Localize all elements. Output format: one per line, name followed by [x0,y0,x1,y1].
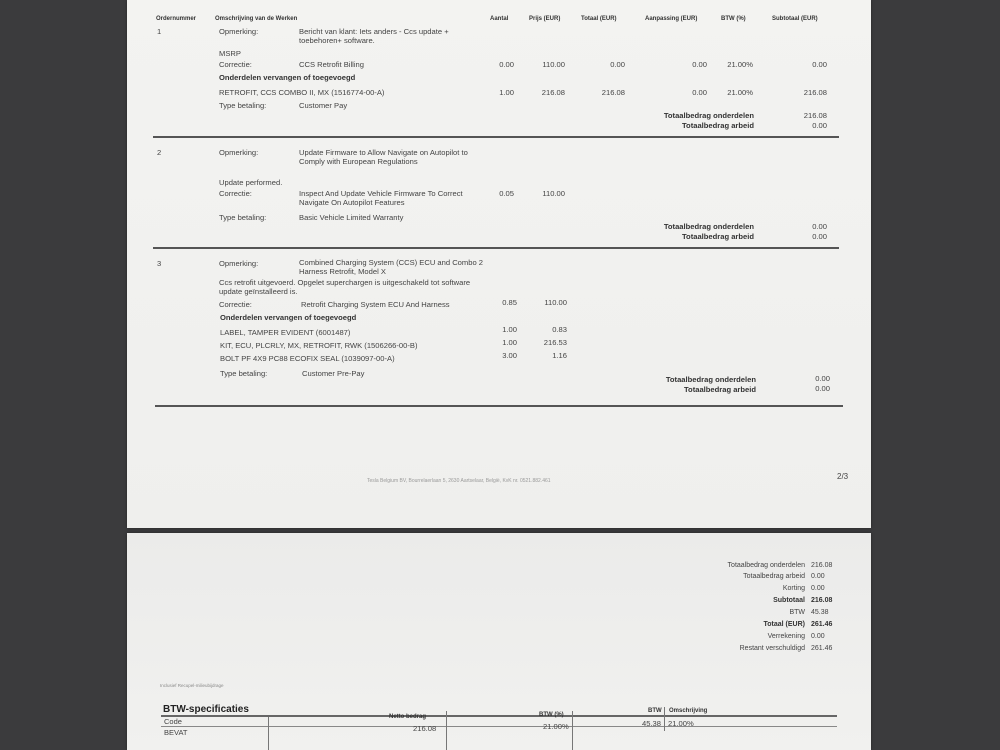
order2-type-text: Basic Vehicle Limited Warranty [299,213,404,222]
order1-corr-prijs: 110.00 [542,60,565,69]
order2-type-label: Type betaling: [219,213,267,222]
summary-label: Totaal (EUR) [763,621,805,628]
order1-part-totaal: 216.08 [601,88,625,97]
summary-value: 45.38 [811,609,829,616]
btw-spec-btw-header: BTW [648,708,662,714]
order3-type-text: Customer Pre-Pay [302,369,365,378]
order1-corr-aanpassing: 0.00 [692,60,707,69]
btw-spec-btwpct-header: BTW (%) [539,712,564,718]
order3-part-aantal: 1.00 [502,325,517,334]
order1-corr-aantal: 0.00 [499,60,514,69]
order2-opmerking-label: Opmerking: [219,148,259,157]
order3-divider [155,405,843,407]
order1-tot-arbeid-label: Totaalbedrag arbeid [681,121,754,130]
summary-label: Korting [782,585,805,592]
order1-part-aantal: 1.00 [499,88,514,97]
summary-label: Restant verschuldigd [739,645,805,652]
summary-value: 0.00 [811,573,825,580]
summary-label: Subtotaal [773,597,805,604]
btw-spec-omschrijving: 21.00% [668,719,694,728]
order3-part-prijs: 1.16 [552,351,567,360]
order1-tot-onderdelen-label: Totaalbedrag onderdelen [663,111,754,120]
order1-correctie-label: Correctie: [219,60,252,69]
order1-part-prijs: 216.08 [541,88,565,97]
btw-spec-netto-header: Netto bedrag [389,714,427,720]
order1-type-text: Customer Pay [299,101,348,110]
order3-number: 3 [157,259,162,268]
order1-part-aanpassing: 0.00 [692,88,707,97]
order2-performed: Update performed. [219,178,283,187]
order1-tot-arbeid: 0.00 [812,121,827,130]
invoice-page-3 [127,533,871,750]
order1-correctie-text: CCS Retrofit Billing [299,60,364,69]
order3-part-aantal: 1.00 [502,338,517,347]
btw-spec-col-divider [664,707,665,731]
order2-tot-arbeid: 0.00 [812,232,827,241]
order3-part-desc: BOLT PF 4X9 PC88 ECOFIX SEAL (1039097-00-A) [220,354,395,363]
header-subtotaal: Subtotaal (EUR) [772,16,818,22]
order3-tot-onderdelen: 0.00 [815,374,830,383]
order3-correctie-label: Correctie: [219,300,252,309]
order3-opmerking-text: Combined Charging System (CCS) ECU and Combo 2 Harness Retrofit, Model X [299,258,484,276]
page-number: 2/3 [837,472,849,481]
order3-type-label: Type betaling: [220,369,268,378]
summary-value: 0.00 [811,585,825,592]
order1-part-desc: RETROFIT, CCS COMBO II, MX (1516774-00-A) [219,88,385,97]
order1-corr-btw: 21.00% [727,60,753,69]
summary-label: Totaalbedrag onderdelen [727,562,805,569]
summary-label: Verrekening [767,633,805,640]
order3-note: Ccs retrofit uitgevoerd. Opgelet superchargen is uitgeschakeld tot software update geïnstalleerd is. [219,278,471,296]
order1-opmerking-text: Bericht van klant: Iets anders - Ccs update + toebehoren+ software. [299,27,449,45]
order1-corr-totaal: 0.00 [610,60,625,69]
order1-divider [153,136,839,138]
summary-value: 216.08 [811,597,833,604]
btw-spec-netto: 216.08 [413,724,437,733]
order1-part-subtotaal: 216.08 [803,88,827,97]
order1-opmerking-label: Opmerking: [219,27,259,36]
order3-onderdelen-label: Onderdelen vervangen of toegevoegd [220,313,357,322]
order3-corr-prijs: 110.00 [544,298,567,307]
summary-value: 261.46 [811,621,833,628]
footer-company: Tesla Belgium BV, Bourrelaerlaan 5, 2630 Aartselaar, België, KvK nr. 0521.882.461 [367,478,551,484]
btw-spec-omschrijving-header: Omschrijving [669,708,708,714]
summary-label: BTW [789,609,805,616]
order2-tot-onderdelen-label: Totaalbedrag onderdelen [663,222,754,231]
order2-divider [153,247,839,249]
order2-correctie-label: Correctie: [219,189,252,198]
order3-part-aantal: 3.00 [502,351,517,360]
order1-msrp: MSRP [219,49,241,58]
order1-type-label: Type betaling: [219,101,267,110]
order3-corr-aantal: 0.85 [502,298,517,307]
order3-tot-onderdelen-label: Totaalbedrag onderdelen [665,375,756,384]
order3-part-desc: LABEL, TAMPER EVIDENT (6001487) [220,328,351,337]
btw-spec-top-rule [161,715,837,717]
order3-correctie-text: Retrofit Charging System ECU And Harness [301,300,450,309]
summary-value: 216.08 [811,562,833,569]
header-aantal: Aantal [490,16,509,22]
order1-corr-subtotaal: 0.00 [812,60,827,69]
btw-spec-header-rule [161,726,837,727]
order2-corr-prijs: 110.00 [542,189,565,198]
header-omschrijving: Omschrijving van de Werken [215,16,298,22]
header-btw: BTW (%) [721,16,746,22]
invoice-page-2 [127,0,871,528]
btw-spec-col-divider [572,711,573,750]
btw-spec-col-divider [446,711,447,750]
header-prijs: Prijs (EUR) [529,16,561,22]
order1-tot-onderdelen: 216.08 [803,111,827,120]
summary-label: Totaalbedrag arbeid [743,573,805,580]
order2-number: 2 [157,148,162,157]
btw-spec-col-divider [268,717,269,750]
order2-tot-arbeid-label: Totaalbedrag arbeid [681,232,754,241]
order1-number: 1 [157,27,162,36]
header-ordernummer: Ordernummer [156,16,197,22]
btw-spec-btwpct: 21.00% [543,722,569,731]
header-aanpassing: Aanpassing (EUR) [645,16,698,22]
order3-tot-arbeid: 0.00 [815,384,830,393]
btw-spec-title: BTW-specificaties [163,704,249,715]
summary-value: 0.00 [811,633,825,640]
btw-spec-btw: 45.38 [642,719,662,728]
order1-part-btw: 21.00% [727,88,753,97]
order3-tot-arbeid-label: Totaalbedrag arbeid [683,385,756,394]
btw-spec-code: BEVAT [164,728,188,737]
recupel-note: Inclusief Recupel-milieubijdrage [160,683,224,688]
order1-onderdelen-label: Onderdelen vervangen of toegevoegd [219,73,356,82]
order3-part-desc: KIT, ECU, PLCRLY, MX, RETROFIT, RWK (1506266-00-B) [220,341,418,350]
order2-tot-onderdelen: 0.00 [812,222,827,231]
btw-spec-code-header: Code [164,717,182,726]
order2-opmerking-text: Update Firmware to Allow Navigate on Autopilot to Comply with European Regulations [299,148,468,166]
summary-value: 261.46 [811,645,833,652]
order3-opmerking-label: Opmerking: [219,259,259,268]
order2-corr-aantal: 0.05 [499,189,514,198]
order3-part-prijs: 216.53 [543,338,567,347]
order2-correctie-text: Inspect And Update Vehicle Firmware To Correct Navigate On Autopilot Features [299,189,463,207]
header-totaal: Totaal (EUR) [581,16,617,22]
order3-part-prijs: 0.83 [552,325,567,334]
